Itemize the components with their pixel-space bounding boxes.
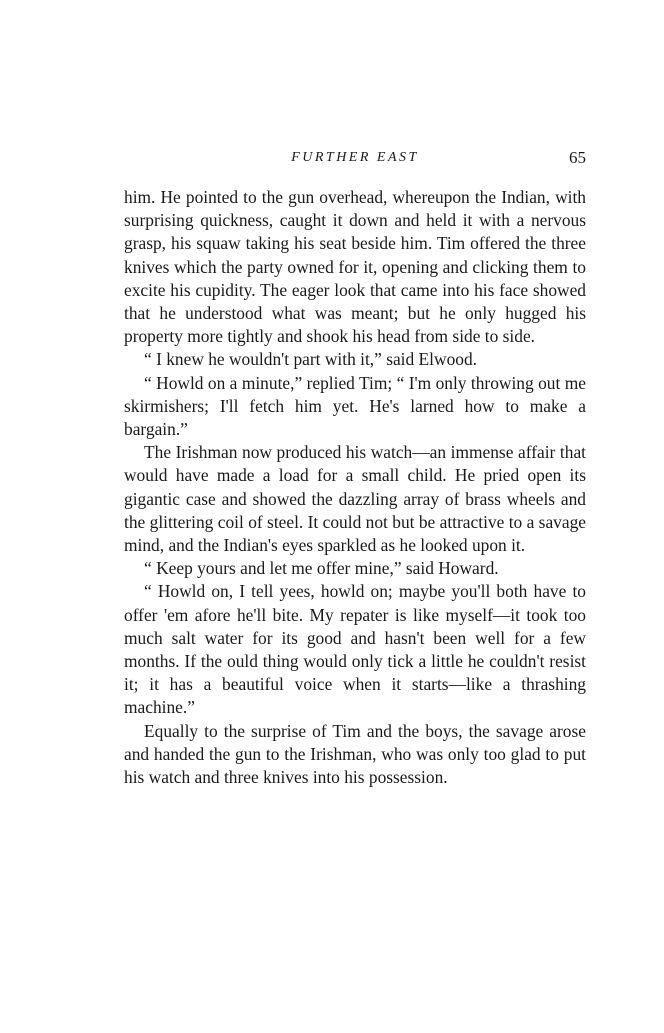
paragraph-continued: him. He pointed to the gun overhead, whereupon the Indian, with surprising quickness, caught it down and held it with a nervous grasp, his squaw taking his seat beside him. Tim offered the three knives which the party owned for it, opening and clicking them to excite his cupidity. The eager look that came into his face showed that he understood what was meant; but he only hugged his property more tightly and shook his head from side to side. bbox=[124, 187, 586, 347]
paragraph: “ Howld on, I tell yees, howld on; maybe you'll both have to offer 'em afore he'll bite. My repater is like myself—it took too much salt water for its good and hasn't been well for a few months. If the ould thing would only tick a little he couldn't resist it; it has a beautiful voice when it starts—like a thrashing machine.” bbox=[124, 581, 586, 718]
paragraph: The Irishman now produced his watch—an immense affair that would have made a load for a small child. He pried open its gigantic case and showed the dazzling array of brass wheels and the glittering coil of steel. It could not but be attractive to a savage mind, and the Indian's eyes sparkled as he looked upon it. bbox=[124, 442, 586, 556]
paragraph: “ Keep yours and let me offer mine,” said Howard. bbox=[144, 558, 499, 579]
running-head bbox=[124, 146, 586, 170]
paragraph: “ I knew he wouldn't part with it,” said Elwood. bbox=[144, 349, 478, 370]
paragraph: “ Howld on a minute,” replied Tim; “ I'm only throwing out me skirmishers; I'll fetch him yet. He's larned how to make a bargain.” bbox=[124, 372, 586, 440]
paragraph: Equally to the surprise of Tim and the boys, the savage arose and handed the gun to the Irishman, who was only too glad to put his watch and three knives into his possession. bbox=[124, 720, 586, 788]
running-title: FURTHER EAST bbox=[291, 150, 419, 165]
page-number: 65 bbox=[569, 148, 586, 167]
body-text bbox=[124, 186, 586, 789]
